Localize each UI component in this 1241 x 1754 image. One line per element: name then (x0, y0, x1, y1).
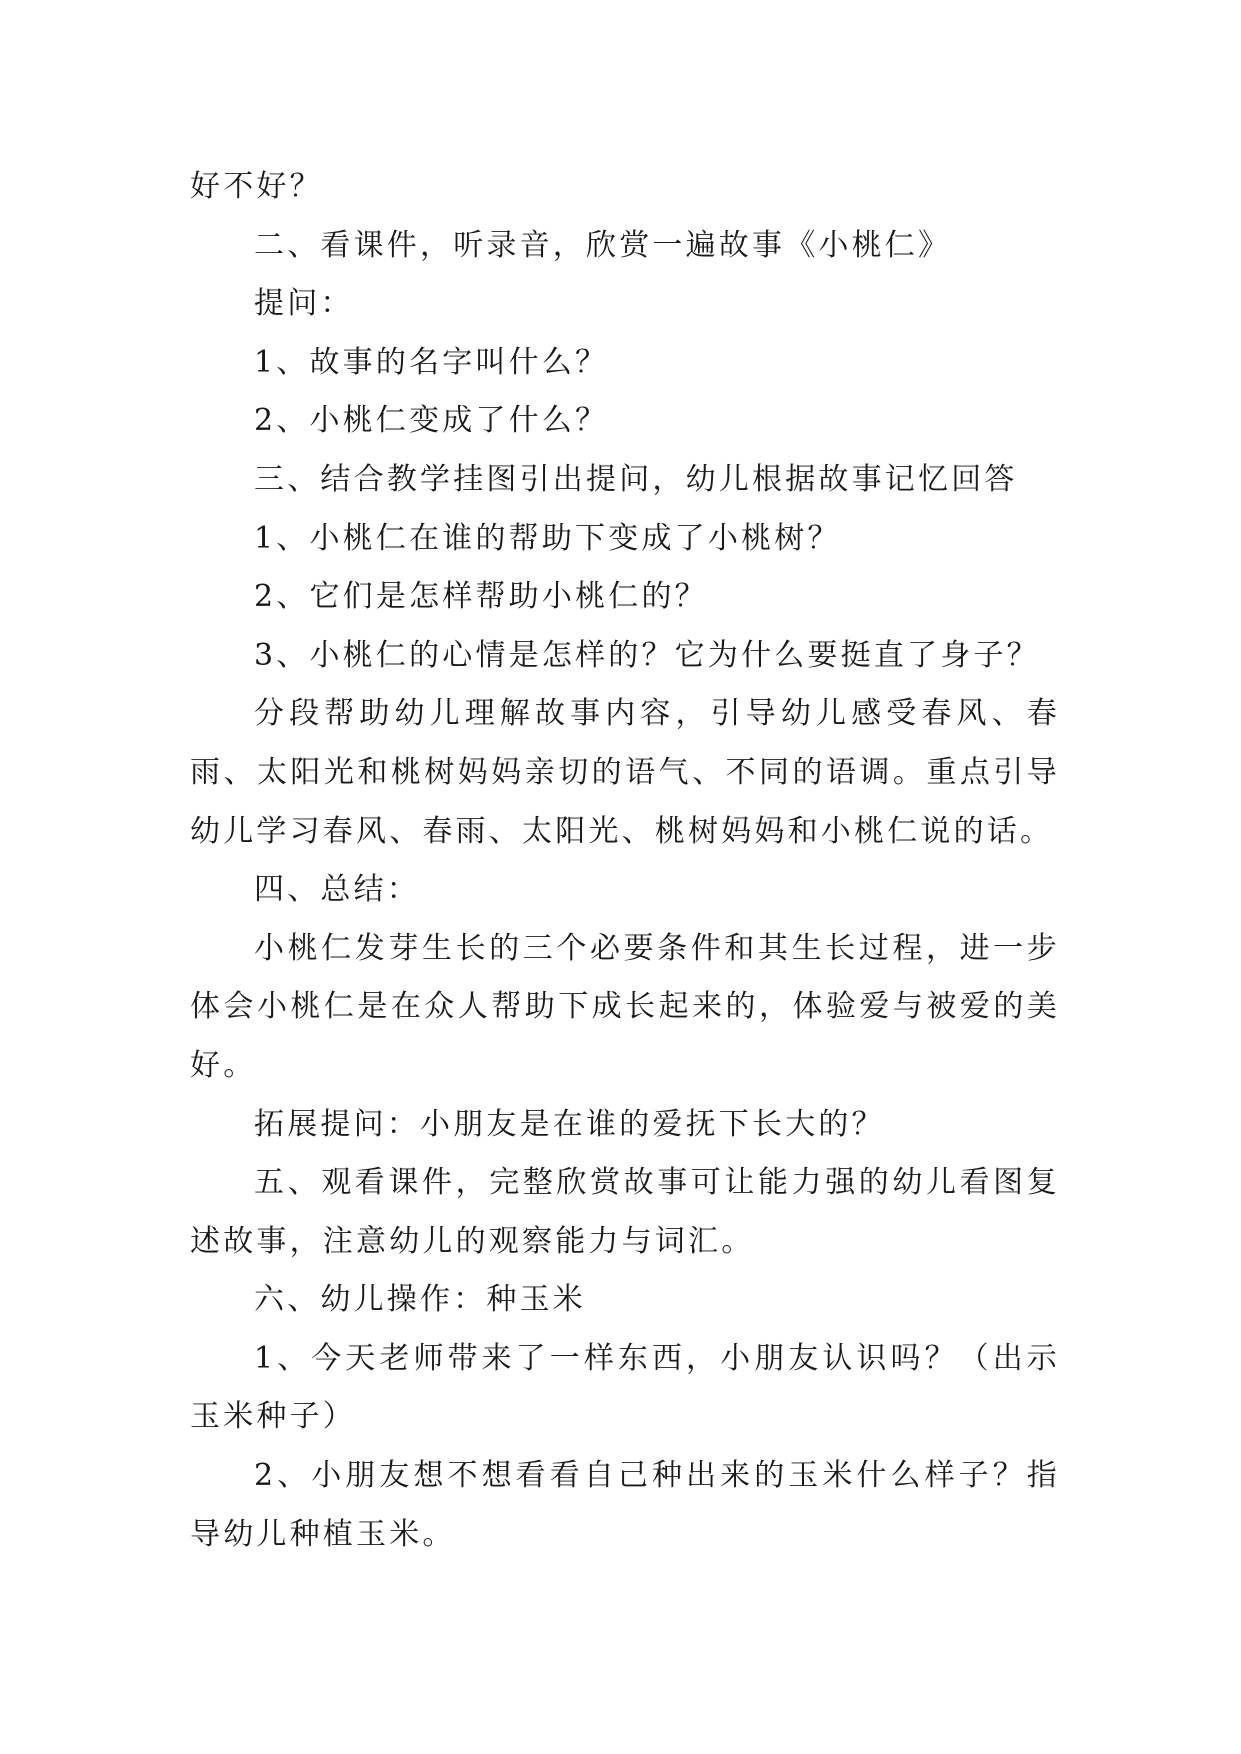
question-label: 提问： (254, 286, 354, 322)
section-heading-3: 三、结合教学挂图引出提问，幼儿根据故事记忆回答 (254, 461, 1018, 497)
question-item: 2、它们是怎样帮助小桃仁的？ (254, 579, 708, 615)
question-item: 3、小桃仁的心情是怎样的？它为什么要挺直了身子？ (254, 637, 1040, 673)
question-item: 2、小桃仁变成了什么？ (254, 403, 609, 439)
document-body (190, 158, 1060, 1564)
body-paragraph: 小桃仁发芽生长的三个必要条件和其生长过程，进一步体会小桃仁是在众人帮助下成长起来的，体验爱与被爱的美好。 (190, 930, 1060, 1083)
question-item: 1、小桃仁在谁的帮助下变成了小桃树？ (254, 520, 841, 556)
activity-item: 2、小朋友想不想看看自己种出来的玉米什么样子？指导幼儿种植玉米。 (190, 1458, 1060, 1552)
extension-question: 拓展提问：小朋友是在谁的爱抚下长大的？ (254, 1106, 885, 1142)
body-paragraph: 分段帮助幼儿理解故事内容，引导幼儿感受春风、春雨、太阳光和桃树妈妈亲切的语气、不同的语调。重点引导幼儿学习春风、春雨、太阳光、桃树妈妈和小桃仁说的话。 (190, 696, 1060, 849)
question-item: 1、故事的名字叫什么？ (254, 344, 609, 380)
section-heading-4: 四、总结： (254, 872, 420, 908)
section-heading-6: 六、幼儿操作：种玉米 (254, 1282, 586, 1318)
activity-item: 1、今天老师带来了一样东西，小朋友认识吗？（出示玉米种子） (190, 1340, 1060, 1435)
section-heading-2: 二、看课件，听录音，欣赏一遍故事《小桃仁》 (254, 227, 952, 263)
paragraph-continuation: 好不好？ (190, 169, 323, 204)
section-heading-5: 五、观看课件，完整欣赏故事可让能力强的幼儿看图复述故事，注意幼儿的观察能力与词汇。 (190, 1165, 1060, 1259)
